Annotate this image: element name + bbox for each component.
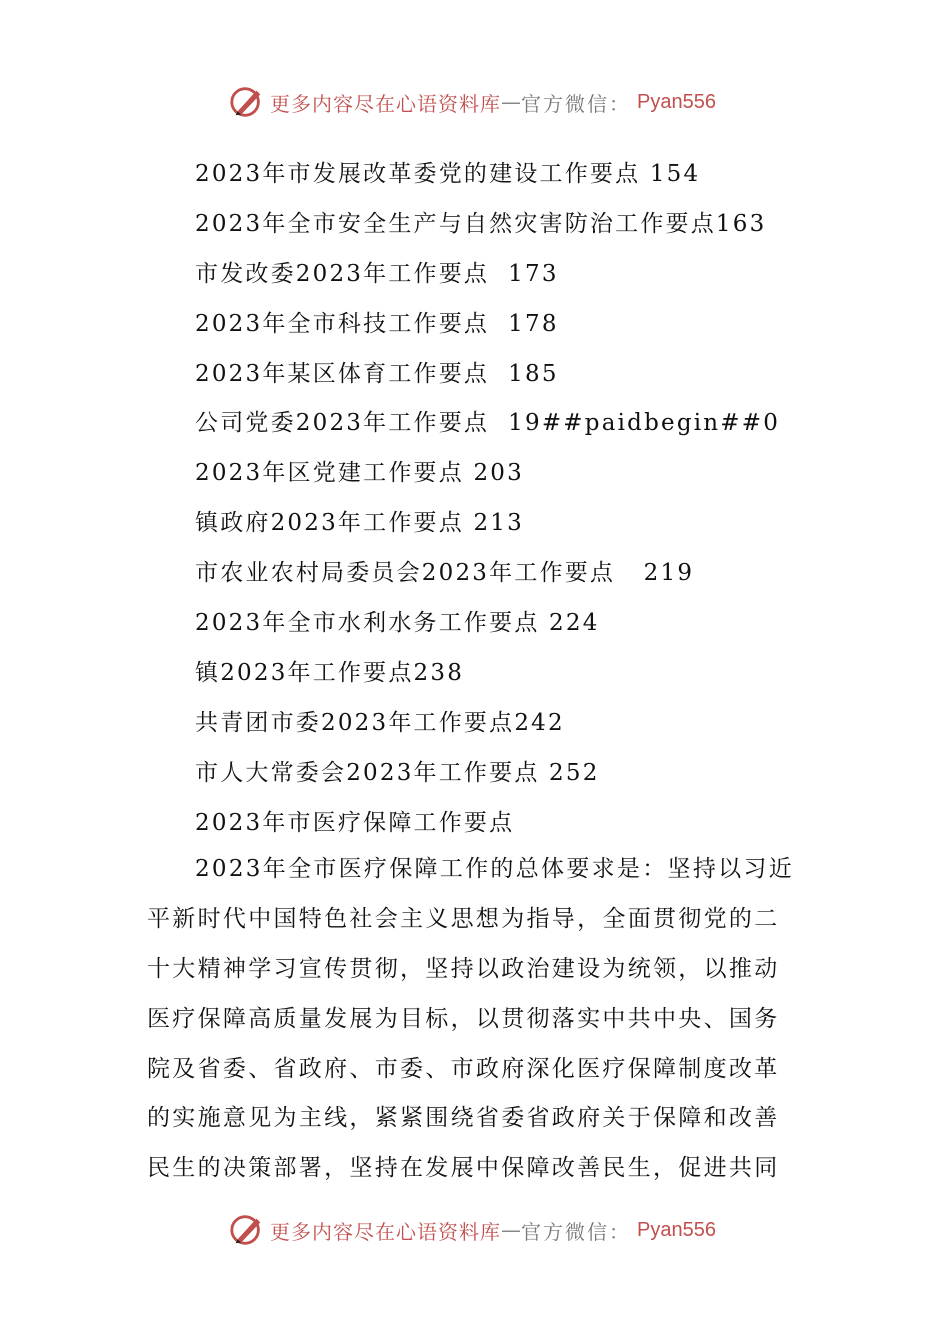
paragraph-line: 医疗保障高质量发展为目标，以贯彻落实中共中央、国务	[147, 1005, 780, 1032]
toc-item: 镇政府2023年工作要点 213	[195, 510, 524, 537]
toc-item: 2023年全市水利水务工作要点 224	[195, 610, 600, 637]
banner-brand: 更多内容尽在心语资料库	[270, 1219, 501, 1244]
toc-item: 市人大常委会2023年工作要点 252	[195, 759, 600, 786]
banner-separator: —	[501, 90, 521, 114]
paragraph-line: 民生的决策部署，坚持在发展中保障改善民生，促进共同	[147, 1155, 780, 1182]
pen-logo-icon	[228, 1211, 266, 1249]
toc-item: 公司党委2023年工作要点 19##paidbegin##0	[195, 410, 781, 437]
toc-item: 2023年市医疗保障工作要点	[195, 809, 515, 836]
table-of-contents	[195, 150, 780, 848]
header-banner	[228, 82, 716, 122]
paragraph-line: 的实施意见为主线，紧紧围绕省委省政府关于保障和改善	[147, 1105, 780, 1132]
toc-item: 镇2023年工作要点238	[195, 659, 465, 686]
toc-item: 市发改委2023年工作要点 173	[195, 260, 559, 287]
toc-item: 2023年某区体育工作要点 185	[195, 360, 559, 387]
toc-item: 市农业农村局委员会2023年工作要点 219	[195, 560, 695, 587]
pen-logo-icon	[228, 83, 266, 121]
toc-item: 共青团市委2023年工作要点242	[195, 709, 565, 736]
toc-item: 2023年全市安全生产与自然灾害防治工作要点163	[195, 210, 767, 237]
footer-banner	[228, 1210, 716, 1250]
toc-item: 2023年区党建工作要点 203	[195, 460, 524, 487]
paragraph-line: 院及省委、省政府、市委、市政府深化医疗保障制度改革	[147, 1055, 780, 1082]
banner-separator: —	[501, 1218, 521, 1242]
banner-wechat-label: 官方微信：	[521, 1219, 631, 1244]
paragraph-line: 平新时代中国特色社会主义思想为指导，全面贯彻党的二	[147, 905, 780, 932]
paragraph-line: 十大精神学习宣传贯彻，坚持以政治建设为统领，以推动	[147, 955, 780, 982]
banner-wechat-label: 官方微信：	[521, 91, 631, 116]
body-paragraph	[147, 845, 807, 1194]
paragraph-line: 2023年全市医疗保障工作的总体要求是：坚持以习近	[195, 856, 795, 882]
toc-item: 2023年市发展改革委党的建设工作要点 154	[195, 161, 701, 187]
toc-item: 2023年全市科技工作要点 178	[195, 310, 559, 337]
banner-wechat-id: Pyan556	[637, 1218, 716, 1241]
banner-wechat-id: Pyan556	[637, 90, 716, 113]
banner-brand: 更多内容尽在心语资料库	[270, 91, 501, 116]
